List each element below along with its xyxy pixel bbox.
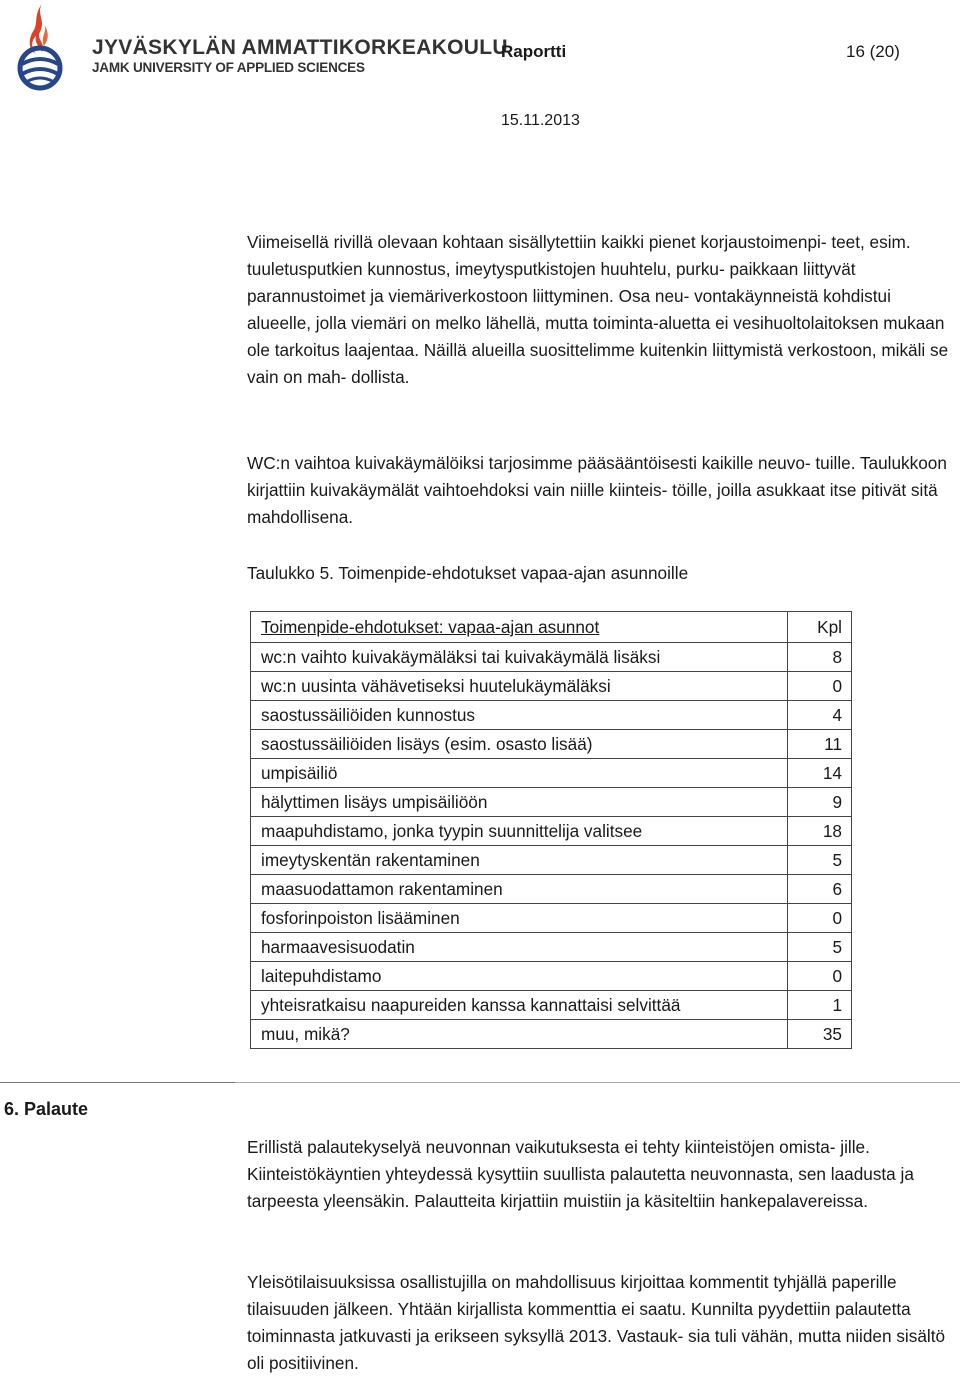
- table-row-count: 4: [788, 701, 852, 730]
- table-row-count: 5: [788, 933, 852, 962]
- table-row-count: 9: [788, 788, 852, 817]
- flame-globe-logo-icon: [10, 2, 70, 92]
- table-row-count: 35: [788, 1020, 852, 1049]
- body-paragraph-2: WC:n vaihtoa kuivakäymälöiksi tarjosimme pääsääntöisesti kaikille neuvo- tuille. Taulukkoon kirjattiin kuivakäymälät vaihtoehdoksi vain niille kiinteis- töille, joilla asukkaat itse pitivät sitä mahdollisena.: [247, 453, 947, 527]
- table-row-label: muu, mikä?: [251, 1020, 788, 1049]
- section-heading: 6. Palaute: [4, 1099, 89, 1119]
- measures-table: [250, 611, 852, 1049]
- table-row-count: 8: [788, 643, 852, 672]
- table-header-count: Kpl: [788, 612, 852, 643]
- section-paragraph-1: Erillistä palautekyselyä neuvonnan vaikutuksesta ei tehty kiinteistöjen omista- jille. Kiinteistökäyntien yhteydessä kysyttiin suullista palautetta neuvonnasta, sen laadusta ja tarpeesta yleensäkin. Palautteita kirjattiin muistiin ja käsiteltiin hankepalavereissa.: [247, 1137, 914, 1211]
- table-header-label: [251, 612, 788, 643]
- table-row-count: 18: [788, 817, 852, 846]
- table-row-label: yhteisratkaisu naapureiden kanssa kannattaisi selvittää: [251, 991, 788, 1020]
- table-row-label: wc:n vaihto kuivakäymäläksi tai kuivakäymälä lisäksi: [251, 643, 788, 672]
- table-row-label: umpisäiliö: [251, 759, 788, 788]
- table-caption: Taulukko 5. Toimenpide-ehdotukset vapaa-ajan asunnoille: [247, 563, 689, 583]
- table-row: [251, 817, 852, 846]
- table-row: [251, 962, 852, 991]
- table-row-label: laitepuhdistamo: [251, 962, 788, 991]
- section-paragraph-2: Yleisötilaisuuksissa osallistujilla on mahdollisuus kirjoittaa kommentit tyhjällä paperille tilaisuuden jälkeen. Yhtään kirjallista kommenttia ei saatu. Kunnilta pyydettiin palautetta toiminnasta jatkuvasti ja erikseen syksyllä 2013. Vastauk- sia tuli vähän, mutta niiden sisältö oli positiivinen.: [247, 1272, 946, 1373]
- table-row: [251, 643, 852, 672]
- table-row-count: 0: [788, 904, 852, 933]
- table-row: [251, 904, 852, 933]
- section-divider-right: [235, 1082, 960, 1083]
- org-name-en: JAMK UNIVERSITY OF APPLIED SCIENCES: [92, 60, 365, 75]
- table-row-label: wc:n uusinta vähävetiseksi huutelukäymäläksi: [251, 672, 788, 701]
- table-row: [251, 991, 852, 1020]
- table-row-label: maasuodattamon rakentaminen: [251, 875, 788, 904]
- table-row: [251, 788, 852, 817]
- document-type: Raportti: [501, 42, 567, 61]
- table-row-label: saostussäiliöiden kunnostus: [251, 701, 788, 730]
- document-date: 15.11.2013: [501, 112, 580, 129]
- table-row-count: 0: [788, 962, 852, 991]
- table-row: [251, 701, 852, 730]
- table-row: [251, 846, 852, 875]
- body-paragraph-1: Viimeisellä rivillä olevaan kohtaan sisällytettiin kaikki pienet korjaustoimenpi- teet, esim. tuuletusputkien kunnostus, imeytysputkistojen huuhtelu, purku- paikkaan liittyvät parannustoimet ja viemäriverkostoon liittyminen. Osa neu- vontakäynneistä kohdistui alueelle, jolla viemäri on melko lähellä, mutta toiminta-aluetta ei vesihuoltolaitoksen mukaan ole tarkoitus laajentaa. Näillä alueilla suosittelimme kuitenkin liittymistä verkostoon, mikäli se vain on mah- dollista.: [247, 232, 949, 387]
- table-row-label: maapuhdistamo, jonka tyypin suunnittelija valitsee: [251, 817, 788, 846]
- section-divider: [0, 1082, 235, 1083]
- table-row-label: hälyttimen lisäys umpisäiliöön: [251, 788, 788, 817]
- table-row-count: 5: [788, 846, 852, 875]
- table-row: [251, 933, 852, 962]
- table-row-count: 11: [788, 730, 852, 759]
- table-row-count: 6: [788, 875, 852, 904]
- table-row: [251, 1020, 852, 1049]
- table-row-label: saostussäiliöiden lisäys (esim. osasto lisää): [251, 730, 788, 759]
- table-row-label: harmaavesisuodatin: [251, 933, 788, 962]
- table-row: [251, 730, 852, 759]
- table-header-label-text: Toimenpide-ehdotukset: vapaa-ajan asunnot: [261, 616, 600, 637]
- table-row-count: 14: [788, 759, 852, 788]
- table-header-row: [251, 612, 852, 643]
- table-row-count: 0: [788, 672, 852, 701]
- table-row: [251, 875, 852, 904]
- table-row-label: imeytyskentän rakentaminen: [251, 846, 788, 875]
- table-row-count: 1: [788, 991, 852, 1020]
- logo-globe-band-icon: [22, 59, 58, 64]
- org-name-fi: JYVÄSKYLÄN AMMATTIKORKEAKOULU: [92, 36, 508, 59]
- page-number: 16 (20): [846, 42, 900, 61]
- table-row-label: fosforinpoiston lisääminen: [251, 904, 788, 933]
- table-row: [251, 759, 852, 788]
- logo-flame-inner-icon: [43, 24, 48, 46]
- table-row: [251, 672, 852, 701]
